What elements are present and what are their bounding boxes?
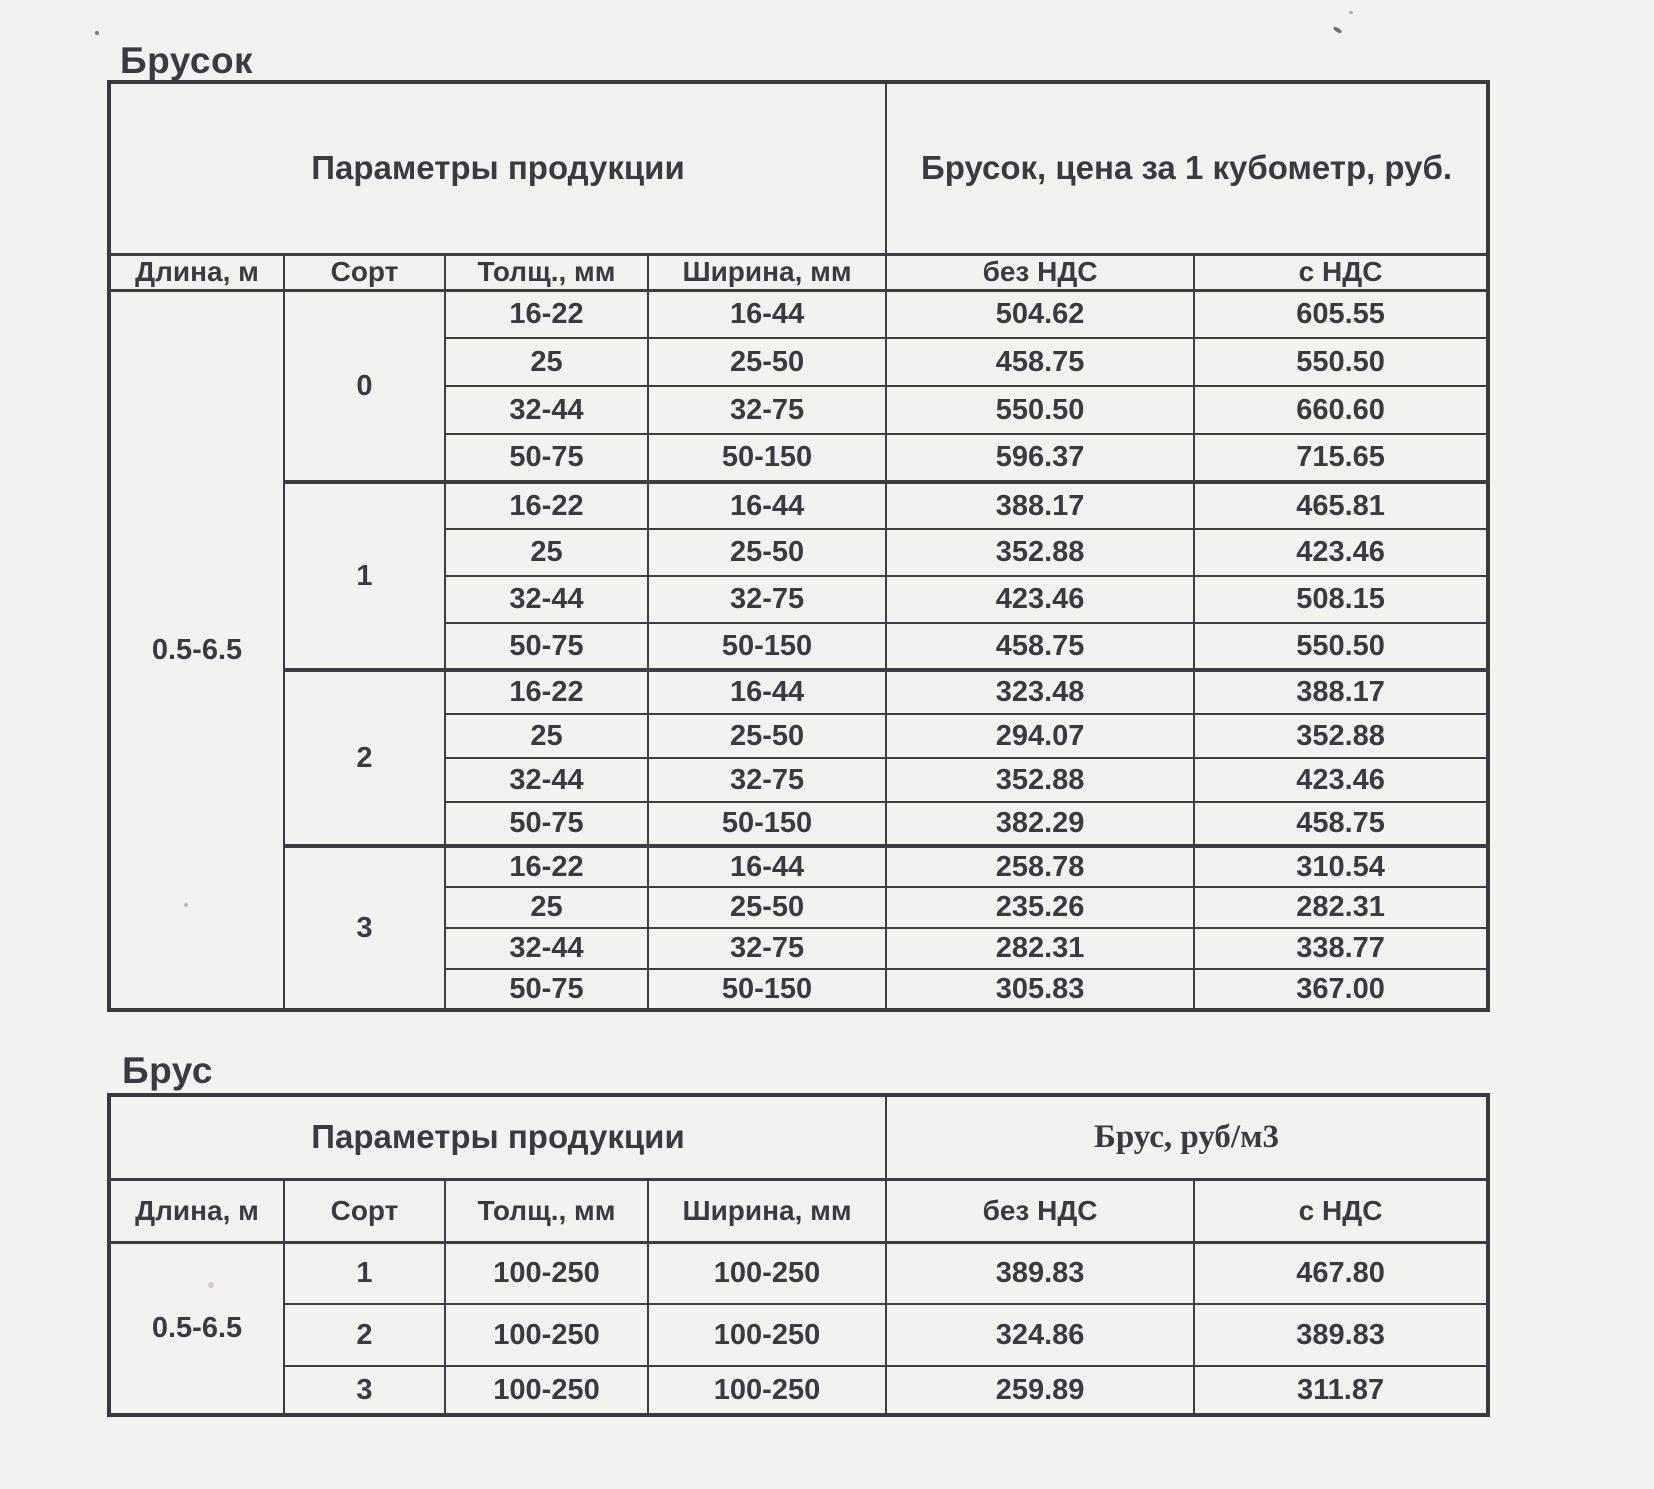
width-cell: 50-150 (648, 969, 886, 1010)
width-cell: 16-44 (648, 290, 886, 338)
price-with-vat-cell: 352.88 (1194, 714, 1488, 758)
price-no-vat-cell: 550.50 (886, 386, 1194, 434)
price-with-vat-cell: 550.50 (1194, 623, 1488, 670)
price-with-vat-cell: 389.83 (1194, 1304, 1488, 1366)
price-no-vat-cell: 323.48 (886, 670, 1194, 714)
col-header-width: Ширина, мм (648, 1179, 886, 1242)
brusok-header-row (109, 82, 1488, 254)
price-with-vat-cell: 338.77 (1194, 928, 1488, 969)
thickness-cell: 32-44 (445, 758, 648, 802)
thickness-cell: 50-75 (445, 434, 648, 482)
col-header-length: Длина, м (109, 254, 284, 290)
grade-cell: 2 (284, 670, 445, 846)
width-cell: 25-50 (648, 887, 886, 928)
col-header-grade: Сорт (284, 1179, 445, 1242)
width-cell: 100-250 (648, 1242, 886, 1304)
thickness-cell: 16-22 (445, 846, 648, 887)
price-no-vat-cell: 458.75 (886, 338, 1194, 386)
width-cell: 50-150 (648, 802, 886, 846)
price-row (109, 290, 1488, 338)
price-row (109, 1366, 1488, 1415)
brus-column-header-row (109, 1179, 1488, 1242)
price-no-vat-cell: 235.26 (886, 887, 1194, 928)
width-cell: 50-150 (648, 434, 886, 482)
price-with-vat-cell: 388.17 (1194, 670, 1488, 714)
width-cell: 32-75 (648, 386, 886, 434)
brus-params-header: Параметры продукции (109, 1095, 886, 1179)
price-with-vat-cell: 605.55 (1194, 290, 1488, 338)
price-no-vat-cell: 282.31 (886, 928, 1194, 969)
brusok-column-header-row (109, 254, 1488, 290)
brus-header-row (109, 1095, 1488, 1179)
thickness-cell: 32-44 (445, 576, 648, 623)
price-with-vat-cell: 311.87 (1194, 1366, 1488, 1415)
width-cell: 25-50 (648, 714, 886, 758)
thickness-cell: 100-250 (445, 1242, 648, 1304)
col-header-with-vat: с НДС (1194, 1179, 1488, 1242)
thickness-cell: 32-44 (445, 386, 648, 434)
scan-speck (1333, 26, 1343, 34)
price-with-vat-cell: 508.15 (1194, 576, 1488, 623)
width-cell: 25-50 (648, 529, 886, 576)
price-row (109, 482, 1488, 529)
thickness-cell: 25 (445, 529, 648, 576)
thickness-cell: 50-75 (445, 623, 648, 670)
thickness-cell: 50-75 (445, 802, 648, 846)
price-row (109, 1304, 1488, 1366)
price-no-vat-cell: 382.29 (886, 802, 1194, 846)
price-no-vat-cell: 352.88 (886, 529, 1194, 576)
price-no-vat-cell: 423.46 (886, 576, 1194, 623)
scan-speck (95, 31, 99, 35)
thickness-cell: 100-250 (445, 1366, 648, 1415)
price-with-vat-cell: 423.46 (1194, 758, 1488, 802)
brus-title: Брус (122, 1050, 213, 1091)
thickness-cell: 25 (445, 338, 648, 386)
grade-cell: 0 (284, 290, 445, 482)
width-cell: 16-44 (648, 482, 886, 529)
col-header-length: Длина, м (109, 1179, 284, 1242)
price-with-vat-cell: 310.54 (1194, 846, 1488, 887)
brusok-title: Брусок (120, 40, 254, 81)
brusok-table (107, 80, 1490, 1012)
price-row (109, 670, 1488, 714)
thickness-cell: 32-44 (445, 928, 648, 969)
col-header-thickness: Толщ., мм (445, 254, 648, 290)
price-no-vat-cell: 388.17 (886, 482, 1194, 529)
width-cell: 50-150 (648, 623, 886, 670)
col-header-thickness: Толщ., мм (445, 1179, 648, 1242)
price-with-vat-cell: 465.81 (1194, 482, 1488, 529)
price-no-vat-cell: 324.86 (886, 1304, 1194, 1366)
scan-speck (184, 903, 188, 907)
price-no-vat-cell: 305.83 (886, 969, 1194, 1010)
grade-cell: 2 (284, 1304, 445, 1366)
width-cell: 32-75 (648, 758, 886, 802)
price-no-vat-cell: 458.75 (886, 623, 1194, 670)
price-row (109, 846, 1488, 887)
grade-cell: 3 (284, 846, 445, 1010)
width-cell: 32-75 (648, 576, 886, 623)
price-with-vat-cell: 715.65 (1194, 434, 1488, 482)
thickness-cell: 16-22 (445, 482, 648, 529)
width-cell: 32-75 (648, 928, 886, 969)
price-no-vat-cell: 259.89 (886, 1366, 1194, 1415)
grade-cell: 1 (284, 482, 445, 670)
price-with-vat-cell: 282.31 (1194, 887, 1488, 928)
price-with-vat-cell: 458.75 (1194, 802, 1488, 846)
thickness-cell: 25 (445, 887, 648, 928)
price-no-vat-cell: 389.83 (886, 1242, 1194, 1304)
thickness-cell: 16-22 (445, 670, 648, 714)
length-cell: 0.5-6.5 (109, 290, 284, 1010)
thickness-cell: 50-75 (445, 969, 648, 1010)
col-header-width: Ширина, мм (648, 254, 886, 290)
grade-cell: 3 (284, 1366, 445, 1415)
col-header-grade: Сорт (284, 254, 445, 290)
price-no-vat-cell: 352.88 (886, 758, 1194, 802)
width-cell: 16-44 (648, 846, 886, 887)
thickness-cell: 16-22 (445, 290, 648, 338)
price-no-vat-cell: 596.37 (886, 434, 1194, 482)
grade-cell: 1 (284, 1242, 445, 1304)
price-with-vat-cell: 550.50 (1194, 338, 1488, 386)
col-header-with-vat: с НДС (1194, 254, 1488, 290)
brusok-params-header: Параметры продукции (109, 82, 886, 254)
scan-speck (208, 1282, 214, 1288)
brusok-price-header: Брусок, цена за 1 кубометр, руб. (886, 82, 1488, 254)
scan-speck (1349, 11, 1353, 14)
thickness-cell: 25 (445, 714, 648, 758)
price-no-vat-cell: 504.62 (886, 290, 1194, 338)
price-no-vat-cell: 294.07 (886, 714, 1194, 758)
length-cell: 0.5-6.5 (109, 1242, 284, 1415)
width-cell: 16-44 (648, 670, 886, 714)
price-with-vat-cell: 660.60 (1194, 386, 1488, 434)
width-cell: 100-250 (648, 1304, 886, 1366)
price-with-vat-cell: 467.80 (1194, 1242, 1488, 1304)
width-cell: 100-250 (648, 1366, 886, 1415)
thickness-cell: 100-250 (445, 1304, 648, 1366)
price-with-vat-cell: 423.46 (1194, 529, 1488, 576)
price-with-vat-cell: 367.00 (1194, 969, 1488, 1010)
col-header-no-vat: без НДС (886, 1179, 1194, 1242)
price-row (109, 1242, 1488, 1304)
brus-table (107, 1093, 1490, 1417)
brus-price-header: Брус, руб/м3 (886, 1095, 1488, 1179)
price-no-vat-cell: 258.78 (886, 846, 1194, 887)
width-cell: 25-50 (648, 338, 886, 386)
col-header-no-vat: без НДС (886, 254, 1194, 290)
